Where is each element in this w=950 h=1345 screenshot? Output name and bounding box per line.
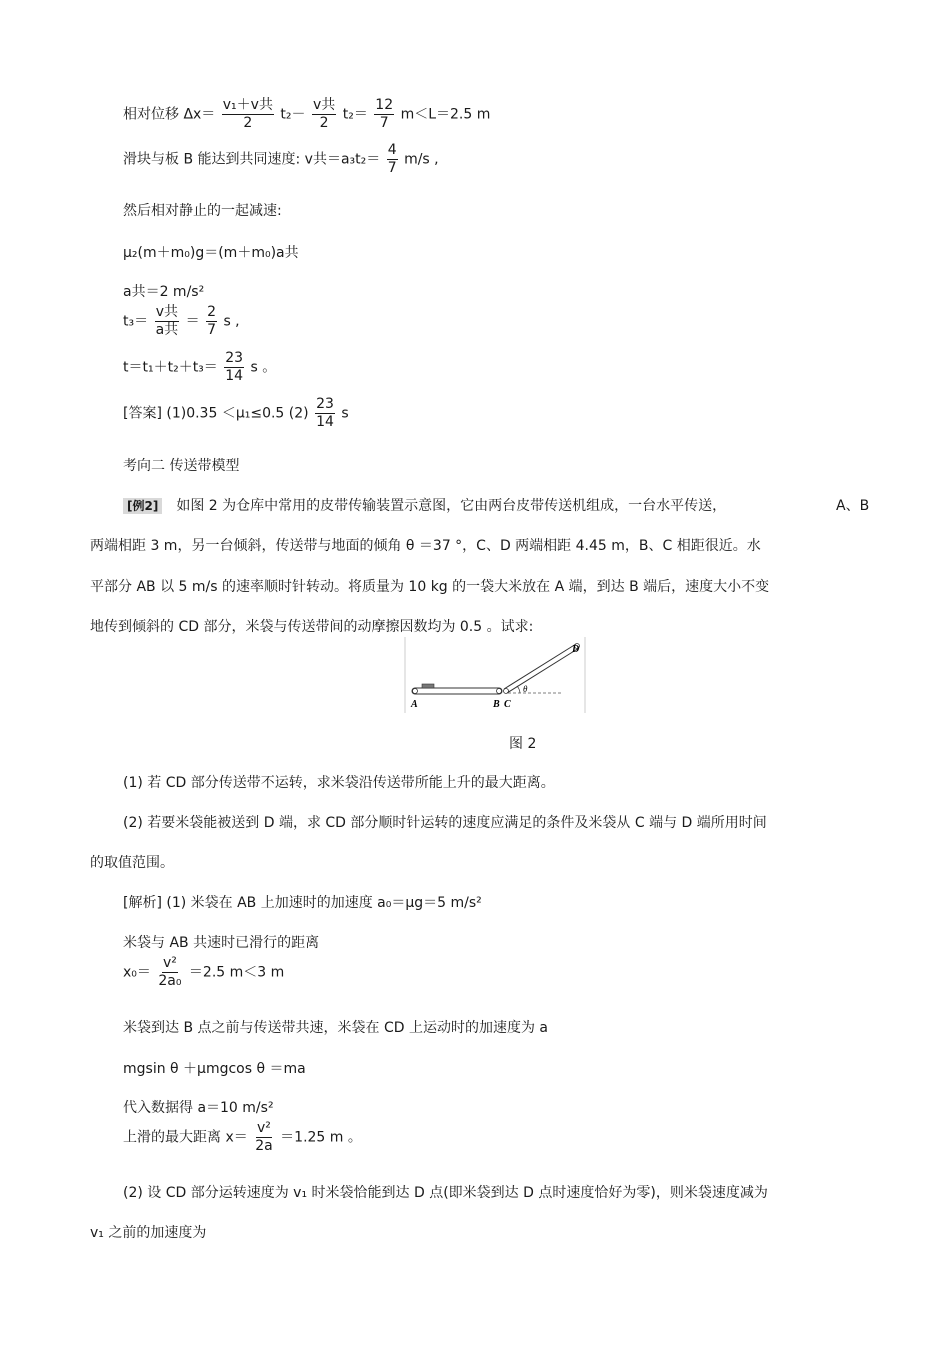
example-line-1: [例2] 如图 2 为仓库中常用的皮带传输装置示意图，它由两台皮带传送机组成，一台水平传送， bbox=[123, 497, 726, 515]
analysis-line-3: 米袋到达 B 点之前与传送带共速，米袋在 CD 上运动时的加速度为 a bbox=[123, 1020, 548, 1036]
fraction: $\frac{12}{7}$ bbox=[375, 97, 394, 131]
label-theta: θ bbox=[523, 684, 528, 694]
formula-label: 相对位移 Δx＝ bbox=[123, 106, 216, 123]
common-acceleration: a共＝2 m/s² bbox=[123, 284, 205, 300]
fraction: $\frac{4}{7}$ bbox=[387, 142, 397, 176]
analysis-line-2: 米袋与 AB 共速时已滑行的距离 bbox=[123, 935, 320, 951]
relative-displacement-line: 相对位移 Δx＝ $\frac{\text{v₁＋v共}}{2}$ t₂－ $\frac{\text{v共}}{2}$ t₂＝ $\frac{12}{7}$ m＜L＝2.5 m bbox=[123, 97, 491, 131]
analysis-line-4: mgsin θ ＋μmgcos θ ＝ma bbox=[123, 1061, 306, 1077]
example-line-2: 两端相距 3 m，另一台倾斜，传送带与地面的倾角 θ ＝37 °，C、D 两端相距 4.45 m，B、C 相距很近。水 bbox=[90, 538, 761, 554]
t3-line: t₃＝ $\frac{\text{v共}}{\text{a共}}$ ＝ $\frac{2}{7}$ s , bbox=[123, 304, 240, 338]
fraction: $\frac{\text{v₁＋v共}}{2}$ bbox=[222, 97, 273, 131]
question-2-line-2: 的取值范围。 bbox=[90, 855, 174, 871]
example-line-3: 平部分 AB 以 5 m/s 的速率顺时针转动。将质量为 10 kg 的一袋大米放在 A 端，到达 B 端后，速度大小不变 bbox=[90, 579, 770, 595]
label-c: C bbox=[504, 699, 511, 710]
fraction: $\frac{23}{14}$ bbox=[316, 396, 334, 430]
figure-caption: 图 2 bbox=[509, 736, 537, 752]
fraction: $\frac{\text{v共}}{2}$ bbox=[312, 97, 336, 131]
t-total-line: t＝t₁＋t₂＋t₃＝ $\frac{23}{14}$ s 。 bbox=[123, 350, 277, 384]
xmax-line: 上滑的最大距离 x＝ $\frac{\text{v²}}{2a}$ ＝1.25 m 。 bbox=[123, 1120, 362, 1154]
fraction: $\frac{\text{v²}}{\text{2a₀}}$ bbox=[158, 955, 182, 989]
answer-line: [答案] (1)0.35 ＜μ₁≤0.5 (2) $\frac{23}{14}$ s bbox=[123, 396, 349, 430]
x0-line: x₀＝ $\frac{\text{v²}}{\text{2a₀}}$ ＝2.5 m＜3 m bbox=[123, 955, 285, 989]
analysis-line-5: 代入数据得 a＝10 m/s² bbox=[123, 1100, 274, 1116]
friction-equation: μ₂(m＋m₀)g＝(m＋m₀)a共 bbox=[123, 245, 299, 261]
common-speed-line: 滑块与板 B 能达到共同速度: v共＝a₃t₂＝ $\frac{4}{7}$ m/s , bbox=[123, 142, 439, 176]
analysis-line-1: [解析] (1) 米袋在 AB 上加速时的加速度 a₀＝μg＝5 m/s² bbox=[123, 895, 482, 911]
analysis-line-7: v₁ 之前的加速度为 bbox=[90, 1225, 207, 1241]
question-2-line-1: (2) 若要米袋能被送到 D 端，求 CD 部分顺时针运转的速度应满足的条件及米袋从 C 端与 D 端所用时间 bbox=[123, 815, 767, 831]
analysis-line-6: (2) 设 CD 部分运转速度为 v₁ 时米袋恰能到达 D 点(即米袋到达 D 点时速度恰好为零)，则米袋速度减为 bbox=[123, 1185, 768, 1201]
conveyor-diagram bbox=[404, 637, 586, 713]
section-title: 考向二 传送带模型 bbox=[123, 458, 240, 474]
example-tag: [例2] bbox=[123, 498, 162, 514]
fraction: $\frac{2}{7}$ bbox=[207, 304, 216, 338]
label-d: D bbox=[572, 644, 580, 655]
fraction: $\frac{\text{v共}}{\text{a共}}$ bbox=[155, 304, 179, 338]
example-line-1-right: A、B bbox=[836, 498, 870, 514]
fraction: $\frac{\text{v²}}{2a}$ bbox=[255, 1120, 273, 1154]
label-b: B bbox=[493, 699, 500, 710]
question-1: (1) 若 CD 部分传送带不运转，求米袋沿传送带所能上升的最大距离。 bbox=[123, 775, 555, 791]
fraction: $\frac{23}{14}$ bbox=[225, 350, 244, 384]
example-line-4: 地传到倾斜的 CD 部分，米袋与传送带间的动摩擦因数均为 0.5 。试求: bbox=[90, 619, 534, 635]
label-a: A bbox=[411, 699, 418, 710]
decelerate-text: 然后相对静止的一起减速: bbox=[123, 203, 282, 219]
